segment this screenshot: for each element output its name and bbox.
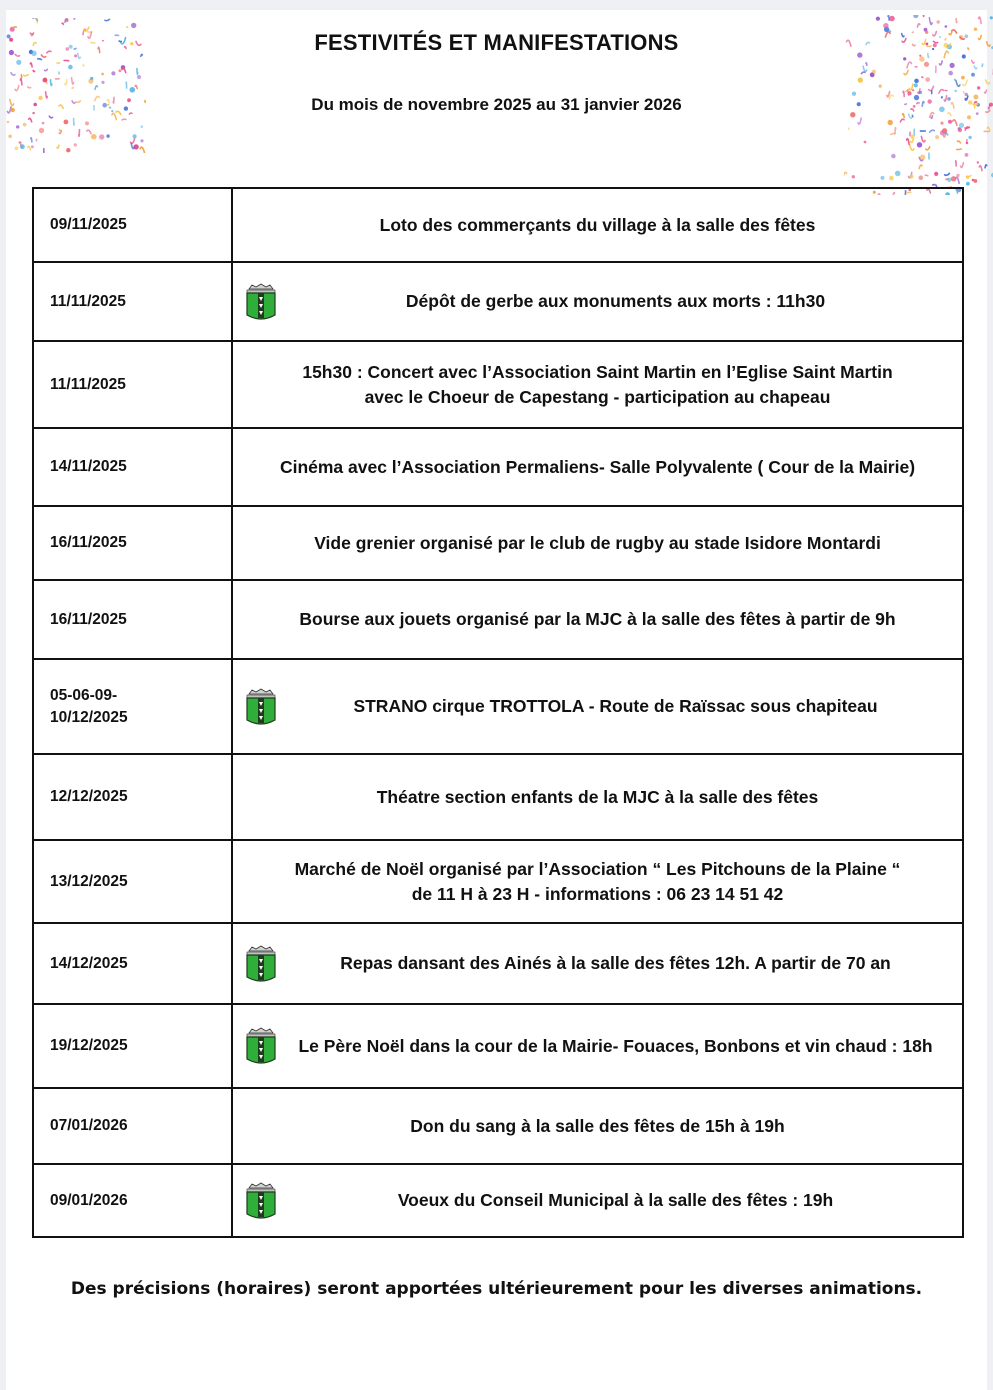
- confetti-piece: [135, 85, 137, 88]
- confetti-piece: [844, 172, 847, 176]
- event-description: Repas dansant des Ainés à la salle des fêtes 12h. A partir de 70 an: [340, 953, 891, 973]
- confetti-piece: [879, 85, 882, 88]
- confetti-piece: [967, 115, 971, 119]
- event-date: 13/12/2025: [33, 840, 232, 923]
- confetti-piece: [935, 184, 937, 186]
- confetti-piece: [940, 130, 945, 135]
- event-description: Théatre section enfants de la MJC à la salle des fêtes: [376, 786, 819, 807]
- confetti-piece: [972, 60, 975, 63]
- event-row: [33, 659, 963, 754]
- event-description-cell: [232, 580, 963, 659]
- confetti-piece: [62, 23, 63, 24]
- document-page: [6, 10, 987, 1390]
- confetti-piece: [985, 90, 987, 93]
- confetti-piece: [82, 64, 84, 66]
- confetti-piece: [957, 141, 960, 143]
- confetti-piece: [958, 127, 961, 130]
- event-date: 16/11/2025: [33, 580, 232, 659]
- confetti-piece: [919, 175, 924, 180]
- confetti-piece: [863, 66, 867, 71]
- event-description: STRANO cirque TROTTOLA - Route de Raïssac sous chapiteau: [353, 696, 878, 716]
- confetti-piece: [917, 142, 922, 147]
- event-row: [33, 341, 963, 428]
- confetti-piece: [919, 91, 922, 94]
- confetti-piece: [929, 86, 934, 90]
- confetti-piece: [881, 176, 885, 180]
- confetti-piece: [955, 91, 956, 92]
- confetti-piece: [948, 71, 953, 76]
- confetti-piece: [903, 57, 906, 60]
- event-description: Marché de Noël organisé par l’Association “ Les Pitchouns de la Plaine “ de 11 H à 23 H - informations : 06 23 14 51 42: [294, 858, 901, 904]
- confetti-piece: [43, 78, 48, 83]
- confetti-piece: [919, 56, 924, 61]
- confetti-piece: [137, 75, 141, 79]
- confetti-piece: [30, 63, 32, 67]
- confetti-piece: [64, 120, 69, 125]
- confetti-piece: [968, 136, 971, 139]
- confetti-piece: [912, 89, 914, 91]
- confetti-piece: [39, 128, 44, 133]
- confetti-piece: [85, 121, 89, 125]
- confetti-piece: [939, 61, 942, 65]
- event-row: [33, 1164, 963, 1237]
- confetti-piece: [126, 26, 128, 28]
- confetti-piece: [858, 77, 863, 82]
- confetti-piece: [852, 175, 855, 178]
- confetti-piece: [16, 125, 19, 128]
- event-description-cell: [232, 1164, 963, 1237]
- event-description: Loto des commerçants du village à la salle des fêtes: [379, 214, 816, 235]
- confetti-piece: [920, 155, 925, 160]
- confetti-piece: [28, 87, 31, 88]
- confetti-piece: [924, 62, 929, 67]
- event-description-cell: [232, 840, 963, 923]
- town-crest-icon: [244, 688, 278, 726]
- confetti-piece: [945, 173, 950, 175]
- confetti-piece: [974, 179, 978, 183]
- confetti-piece: [87, 130, 91, 133]
- town-crest-graphic: [244, 1027, 278, 1065]
- event-row: [33, 262, 963, 341]
- confetti-piece: [979, 166, 982, 171]
- confetti-piece: [861, 72, 865, 74]
- confetti-piece: [950, 63, 955, 68]
- event-description: Le Père Noël dans la cour de la Mairie- Fouaces, Bonbons et vin chaud : 18h: [298, 1035, 933, 1056]
- confetti-piece: [966, 182, 970, 186]
- confetti-piece: [57, 145, 59, 148]
- event-description: Don du sang à la salle des fêtes de 15h à 19h: [410, 1115, 785, 1136]
- event-row: [33, 923, 963, 1004]
- confetti-piece: [985, 165, 987, 168]
- confetti-piece: [122, 68, 126, 72]
- confetti-piece: [95, 86, 98, 89]
- confetti-piece: [133, 134, 137, 138]
- confetti-piece: [956, 19, 957, 23]
- confetti-piece: [931, 116, 932, 119]
- confetti-piece: [876, 17, 880, 21]
- confetti-piece: [51, 80, 52, 86]
- confetti-piece: [971, 73, 975, 77]
- town-crest-graphic: [244, 688, 278, 726]
- event-date: 07/01/2026: [33, 1088, 232, 1164]
- confetti-piece: [66, 148, 70, 152]
- confetti-piece: [961, 163, 964, 168]
- confetti-piece: [122, 119, 126, 120]
- confetti-piece: [864, 141, 867, 144]
- confetti-piece: [38, 59, 42, 60]
- footer-note: Des précisions (horaires) seront apportées ultérieurement pour les diverses animations.: [70, 1279, 923, 1299]
- confetti-piece: [31, 138, 32, 142]
- confetti-piece: [956, 174, 959, 177]
- town-crest-icon: [244, 283, 278, 321]
- confetti-piece: [926, 147, 930, 150]
- confetti-piece: [945, 25, 948, 28]
- event-date: 12/12/2025: [33, 754, 232, 840]
- confetti-piece: [42, 122, 45, 125]
- confetti-piece: [28, 146, 31, 149]
- confetti-piece: [101, 73, 104, 76]
- confetti-piece: [948, 120, 952, 124]
- confetti-piece: [934, 172, 938, 176]
- confetti-piece: [49, 116, 52, 118]
- confetti-piece: [935, 135, 939, 139]
- confetti-piece: [913, 15, 918, 18]
- confetti-piece: [866, 63, 867, 66]
- confetti-piece: [925, 175, 928, 176]
- confetti-piece: [131, 23, 136, 28]
- event-description: Dépôt de gerbe aux monuments aux morts : 11h30: [405, 291, 826, 311]
- confetti-piece: [923, 15, 924, 16]
- event-description-cell: [232, 1088, 963, 1164]
- confetti-piece: [872, 70, 876, 74]
- confetti-piece: [33, 71, 34, 72]
- event-date: 19/12/2025: [33, 1004, 232, 1088]
- page-subtitle: Du mois de novembre 2025 au 31 janvier 2026: [311, 95, 682, 114]
- confetti-piece: [7, 121, 9, 123]
- event-description-cell: [232, 188, 963, 262]
- confetti-piece: [79, 130, 80, 137]
- confetti-piece: [907, 62, 912, 68]
- confetti-piece: [14, 27, 17, 28]
- confetti-piece: [895, 128, 896, 134]
- confetti-piece: [963, 80, 968, 85]
- confetti-piece: [951, 176, 956, 181]
- confetti-piece: [904, 70, 908, 74]
- event-description: Cinéma avec l’Association Permaliens- Salle Polyvalente ( Cour de la Mairie): [279, 456, 916, 477]
- confetti-piece: [91, 134, 97, 140]
- confetti-piece: [925, 77, 930, 82]
- confetti-piece: [961, 76, 965, 80]
- confetti-piece: [930, 130, 935, 132]
- confetti-piece: [88, 79, 93, 84]
- town-crest-graphic: [244, 283, 278, 321]
- event-row: [33, 580, 963, 659]
- confetti-piece: [65, 18, 69, 22]
- confetti-piece: [72, 88, 73, 89]
- events-table: [32, 187, 964, 1238]
- confetti-piece: [895, 171, 901, 177]
- confetti-piece: [939, 90, 943, 93]
- event-row: [33, 754, 963, 840]
- event-row: [33, 1004, 963, 1088]
- confetti-piece: [31, 145, 34, 148]
- confetti-piece: [8, 135, 12, 139]
- confetti-piece: [982, 64, 983, 66]
- confetti-piece: [909, 174, 913, 178]
- event-description-cell: [232, 341, 963, 428]
- confetti-piece: [922, 77, 923, 78]
- confetti-piece: [105, 19, 110, 20]
- confetti-piece: [858, 118, 861, 124]
- event-date: 11/11/2025: [33, 262, 232, 341]
- confetti-piece: [888, 120, 893, 125]
- confetti-piece: [23, 123, 27, 127]
- confetti-piece: [937, 20, 940, 23]
- town-crest-icon: [244, 1182, 278, 1220]
- confetti-piece: [966, 175, 969, 178]
- confetti-piece: [888, 15, 889, 20]
- confetti-piece: [101, 81, 104, 84]
- event-description-cell: [232, 1004, 963, 1088]
- event-description-cell: [232, 659, 963, 754]
- event-row: [33, 1088, 963, 1164]
- event-description-cell: [232, 754, 963, 840]
- event-date: 14/12/2025: [33, 923, 232, 1004]
- confetti-piece: [977, 161, 979, 163]
- confetti-piece: [16, 60, 21, 65]
- confetti-piece: [947, 178, 951, 182]
- confetti-piece: [956, 81, 960, 87]
- event-description: Voeux du Conseil Municipal à la salle des fêtes : 19h: [397, 1190, 834, 1210]
- confetti-piece: [979, 17, 982, 23]
- town-crest-graphic: [244, 945, 278, 983]
- event-description-cell: [232, 923, 963, 1004]
- confetti-piece: [15, 147, 19, 151]
- event-date: 11/11/2025: [33, 341, 232, 428]
- confetti-piece: [140, 139, 143, 142]
- confetti-piece: [957, 149, 961, 150]
- confetti-piece: [74, 143, 77, 146]
- event-row: [33, 188, 963, 262]
- confetti-piece: [137, 69, 138, 75]
- confetti-piece: [909, 84, 913, 90]
- confetti-piece: [99, 134, 104, 139]
- confetti-piece: [29, 118, 32, 121]
- confetti-piece: [111, 71, 115, 75]
- event-row: [33, 506, 963, 580]
- event-date: 05-06-09- 10/12/2025: [33, 659, 232, 754]
- confetti-piece: [891, 134, 895, 135]
- confetti-piece: [130, 87, 136, 93]
- event-row: [33, 428, 963, 506]
- confetti-piece: [883, 23, 888, 28]
- confetti-piece: [65, 80, 67, 85]
- confetti-piece: [956, 161, 957, 166]
- confetti-piece: [20, 144, 25, 149]
- confetti-piece: [974, 66, 976, 69]
- confetti-piece: [68, 65, 73, 70]
- event-description: Bourse aux jouets organisé par la MJC à la salle des fêtes à partir de 9h: [299, 609, 896, 629]
- event-description: 15h30 : Concert avec l’Association Saint Martin en l’Eglise Saint Martin avec le Choeur de Capestang - participation au chapeau: [302, 361, 893, 407]
- confetti-piece: [914, 79, 919, 84]
- event-description: Vide grenier organisé par le club de rugby au stade Isidore Montardi: [314, 532, 881, 553]
- confetti-piece: [889, 176, 894, 181]
- confetti-piece: [940, 122, 943, 125]
- confetti-piece: [987, 127, 989, 131]
- confetti-piece: [912, 115, 913, 116]
- confetti-piece: [987, 42, 990, 46]
- confetti-piece: [917, 24, 919, 27]
- event-description-cell: [232, 262, 963, 341]
- confetti-piece: [45, 69, 48, 70]
- confetti-piece: [140, 147, 145, 153]
- confetti-piece: [965, 153, 969, 157]
- confetti-piece: [921, 136, 925, 141]
- confetti-piece: [907, 139, 910, 145]
- confetti-piece: [929, 18, 932, 25]
- confetti-piece: [18, 142, 20, 144]
- confetti-piece: [74, 18, 75, 19]
- confetti-piece: [106, 134, 109, 137]
- confetti-piece: [74, 118, 75, 125]
- event-date: 14/11/2025: [33, 428, 232, 506]
- confetti-piece: [953, 120, 957, 125]
- confetti-piece: [11, 73, 15, 76]
- town-crest-icon: [244, 945, 278, 983]
- confetti-piece: [977, 86, 980, 89]
- event-description-cell: [232, 506, 963, 580]
- confetti-piece: [36, 18, 37, 23]
- confetti-piece: [15, 86, 19, 91]
- event-row: [33, 840, 963, 923]
- confetti-piece: [24, 75, 28, 76]
- confetti-piece: [891, 154, 896, 159]
- town-crest-icon: [244, 1027, 278, 1065]
- event-date: 09/11/2025: [33, 188, 232, 262]
- confetti-piece: [59, 72, 60, 74]
- confetti-piece: [20, 79, 22, 85]
- confetti-piece: [914, 83, 918, 87]
- event-description-cell: [232, 428, 963, 506]
- confetti-piece: [911, 138, 914, 142]
- confetti-piece: [889, 16, 895, 22]
- confetti-piece: [72, 78, 74, 84]
- confetti-piece: [989, 103, 993, 107]
- event-date: 16/11/2025: [33, 506, 232, 580]
- confetti-piece: [900, 119, 904, 122]
- confetti-piece: [919, 165, 922, 168]
- confetti-piece: [986, 80, 990, 84]
- town-crest-graphic: [244, 1182, 278, 1220]
- confetti-piece: [990, 16, 993, 19]
- event-date: 09/01/2026: [33, 1164, 232, 1237]
- confetti-piece: [910, 145, 914, 150]
- page-title: FESTIVITÉS ET MANIFESTATIONS: [314, 30, 679, 55]
- confetti-piece: [118, 69, 121, 72]
- confetti-piece: [141, 126, 143, 128]
